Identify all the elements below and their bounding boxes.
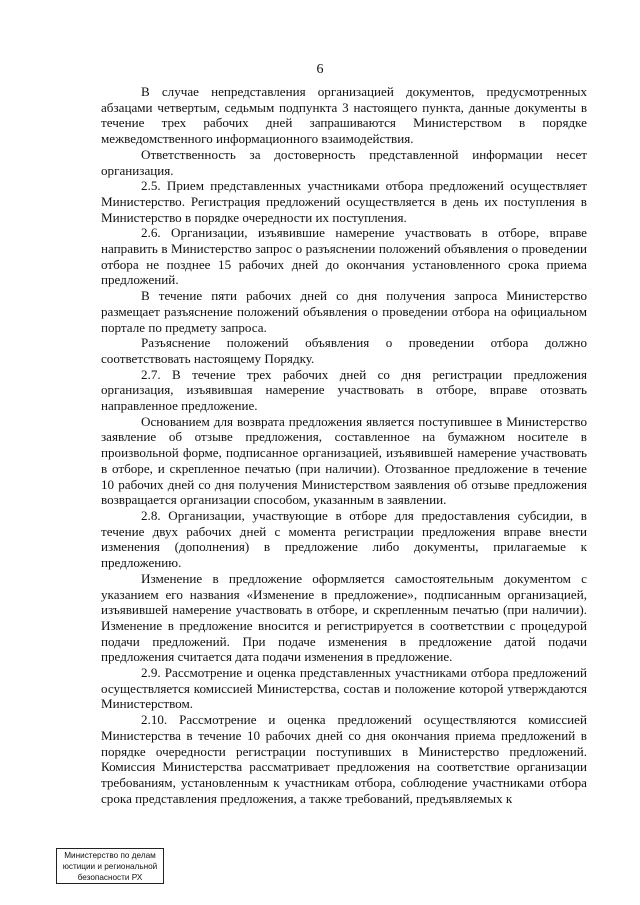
paragraph: Изменение в предложение оформляется самостоятельным документом с указанием его названия «Изменение в предложение», подписанным организацией, изъявившей намерение участвовать в отборе, и скрепленным печатью (при наличии). Изменение в предложение вносится и регистрируется в соответствии с процедурой подачи предложений. При подаче изменения в предложение датой подачи предложения считается дата подачи изменения в предложение. xyxy=(101,570,587,665)
stamp-line: безопасности РХ xyxy=(77,873,143,882)
page-number: 6 xyxy=(316,62,324,77)
paragraph: 2.6. Организации, изъявившие намерение участвовать в отборе, вправе направить в Министерство запрос о разъяснении положений объявления о проведении отбора не позднее 15 рабочих дней до окончания установленного срока приема предложений. xyxy=(101,225,587,288)
stamp-line: Министерство по делам xyxy=(64,851,156,860)
paragraph: Разъяснение положений объявления о проведении отбора должно соответствовать настоящему Порядку. xyxy=(101,335,587,366)
paragraph: Ответственность за достоверность представленной информации несет организация. xyxy=(101,146,587,178)
paragraph: 2.10. Рассмотрение и оценка предложений осуществляются комиссией Министерства в течение 10 рабочих дней со дня окончания приема предложений в порядке очередности регистрации поступивших в Министерство предложений. Комиссия Министерства рассматривает предложения на соответствие организации требованиям, установленным к участникам отбора, соблюдение участниками отбора срока представления предложения, а также требований, предъявляемых к xyxy=(101,712,587,806)
paragraph: 2.7. В течение трех рабочих дней со дня регистрации предложения организация, изъявившая намерение участвовать в отборе, вправе отозвать направленное предложение. xyxy=(101,366,587,414)
paragraph: В течение пяти рабочих дней со дня получения запроса Министерство размещает разъяснение положений объявления о проведении отбора на официальном портале по предмету запроса. xyxy=(101,288,587,335)
paragraph: Основанием для возврата предложения является поступившее в Министерство заявление об отзыве предложения, составленное на бумажном носителе в произвольной форме, подписанное организацией, изъявившей намерение участвовать в отборе, и скрепленное печатью (при наличии). Отозванное предложение в течение 10 рабочих дней со дня получения Министерством заявления об отзыве предложения возвращается организации способом, указанным в заявлении. xyxy=(101,413,587,508)
paragraph: В случае непредставления организацией документов, предусмотренных абзацами четвертым, седьмым подпункта 3 настоящего пункта, данные документы в течение трех рабочих дней запрашиваются Министерством в порядке межведомственного информационного взаимодействия. xyxy=(101,84,587,147)
paragraph: 2.5. Прием представленных участниками отбора предложений осуществляет Министерство. Регистрация предложений осуществляется в день их поступления в Министерство в порядке очередности их поступления. xyxy=(101,178,587,225)
paragraph: 2.9. Рассмотрение и оценка представленных участниками отбора предложений осуществляется комиссией Министерства, состав и положение которой утверждаются Министерством. xyxy=(101,665,587,712)
document-body xyxy=(101,84,587,806)
ministry-stamp xyxy=(56,848,164,884)
stamp-line: юстиции и региональной xyxy=(62,862,158,871)
paragraph: 2.8. Организации, участвующие в отборе для предоставления субсидии, в течение двух рабочих дней с момента регистрации предложения вправе внести изменения (дополнения) в предложение либо документы, прилагаемые к предложению. xyxy=(101,507,587,571)
